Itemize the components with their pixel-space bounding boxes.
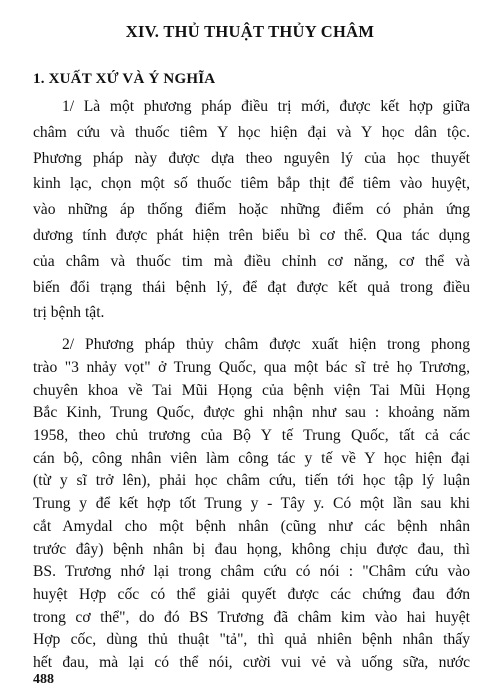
- paragraph-line: (từ y sĩ trở lên), phải học châm cứu, tiến tới học tập lý luận: [33, 472, 470, 490]
- paragraph-line: trước đây) bệnh nhân bị đau họng, không chịu được đau, thì: [33, 540, 470, 558]
- paragraph-line: Trung y để kết hợp tốt Trung y - Tây y. Có một lần sau khi: [33, 495, 470, 513]
- paragraph-line: châm cứu và thuốc tiêm Y học hiện đại và Y học dân tộc.: [33, 123, 470, 141]
- paragraph-line: của châm và thuốc tim mà điều chỉnh cơ năng, cơ thể và: [33, 252, 470, 270]
- paragraph-line: dương tính được phát hiện trên biểu bì cơ thể. Qua tác dụng: [33, 227, 470, 244]
- paragraph-line: Bắc Kinh, Trung Quốc, được ghi nhận như sau : khoảng năm: [33, 404, 470, 422]
- paragraph-line: Phương pháp này được dựa theo nguyên lý của học thuyết: [33, 149, 470, 167]
- page-number: 488: [33, 672, 54, 687]
- paragraph-line: huyệt Hợp cốc có thể giải quyết được các chứng đau đớn: [33, 585, 470, 603]
- paragraph-line: chuyên khoa về Tai Mũi Họng của bệnh viện Tai Mũi Họng: [33, 381, 470, 399]
- paragraph-line: vào những áp thống điểm hoặc những điểm có phản ứng: [33, 201, 470, 219]
- paragraph-line: hết đau, mà lại có thể nói, cười vui vẻ và uống sữa, nước: [33, 654, 470, 671]
- paragraph-line: trị bệnh tật.: [33, 304, 105, 322]
- paragraph-line: Hợp cốc, dùng thủ thuật "tả", thì quả nhiên bệnh nhân thấy: [33, 631, 470, 649]
- paragraph-line: cắt Amydal cho một bệnh nhân (cũng như các bệnh nhân: [33, 517, 470, 535]
- paragraph-line: cán bộ, công nhân viên làm công tác y tế về Y học hiện đại: [33, 449, 470, 467]
- paragraph-line: BS. Trương nhớ lại trong châm cứu có nói : "Châm cứu vào: [33, 563, 470, 581]
- paragraph-line: kinh lạc, chọn một số thuốc tiêm bắp thịt để tiêm vào huyệt,: [33, 175, 470, 193]
- paragraph-line: 2/ Phương pháp thủy châm được xuất hiện trong phong: [62, 336, 470, 354]
- paragraph-line: trong cơ thể", do đó BS Trương đã châm kim vào hai huyệt: [33, 608, 470, 626]
- section-heading: 1. XUẤT XỨ VÀ Ý NGHĨA: [33, 71, 216, 87]
- paragraph-line: 1958, theo chủ trương của Bộ Y tế Trung Quốc, tất cả các: [33, 427, 470, 444]
- paragraph-line: biến đổi trạng thái bệnh lý, để đạt được kết quả trong điều: [33, 278, 470, 296]
- paragraph-line: trào "3 nhảy vọt" ở Trung Quốc, qua một bác sĩ trẻ họ Trương,: [33, 358, 470, 376]
- paragraph-line: 1/ Là một phương pháp điều trị mới, được kết hợp giữa: [62, 98, 470, 115]
- chapter-title: XIV. THỦ THUẬT THỦY CHÂM: [125, 22, 375, 41]
